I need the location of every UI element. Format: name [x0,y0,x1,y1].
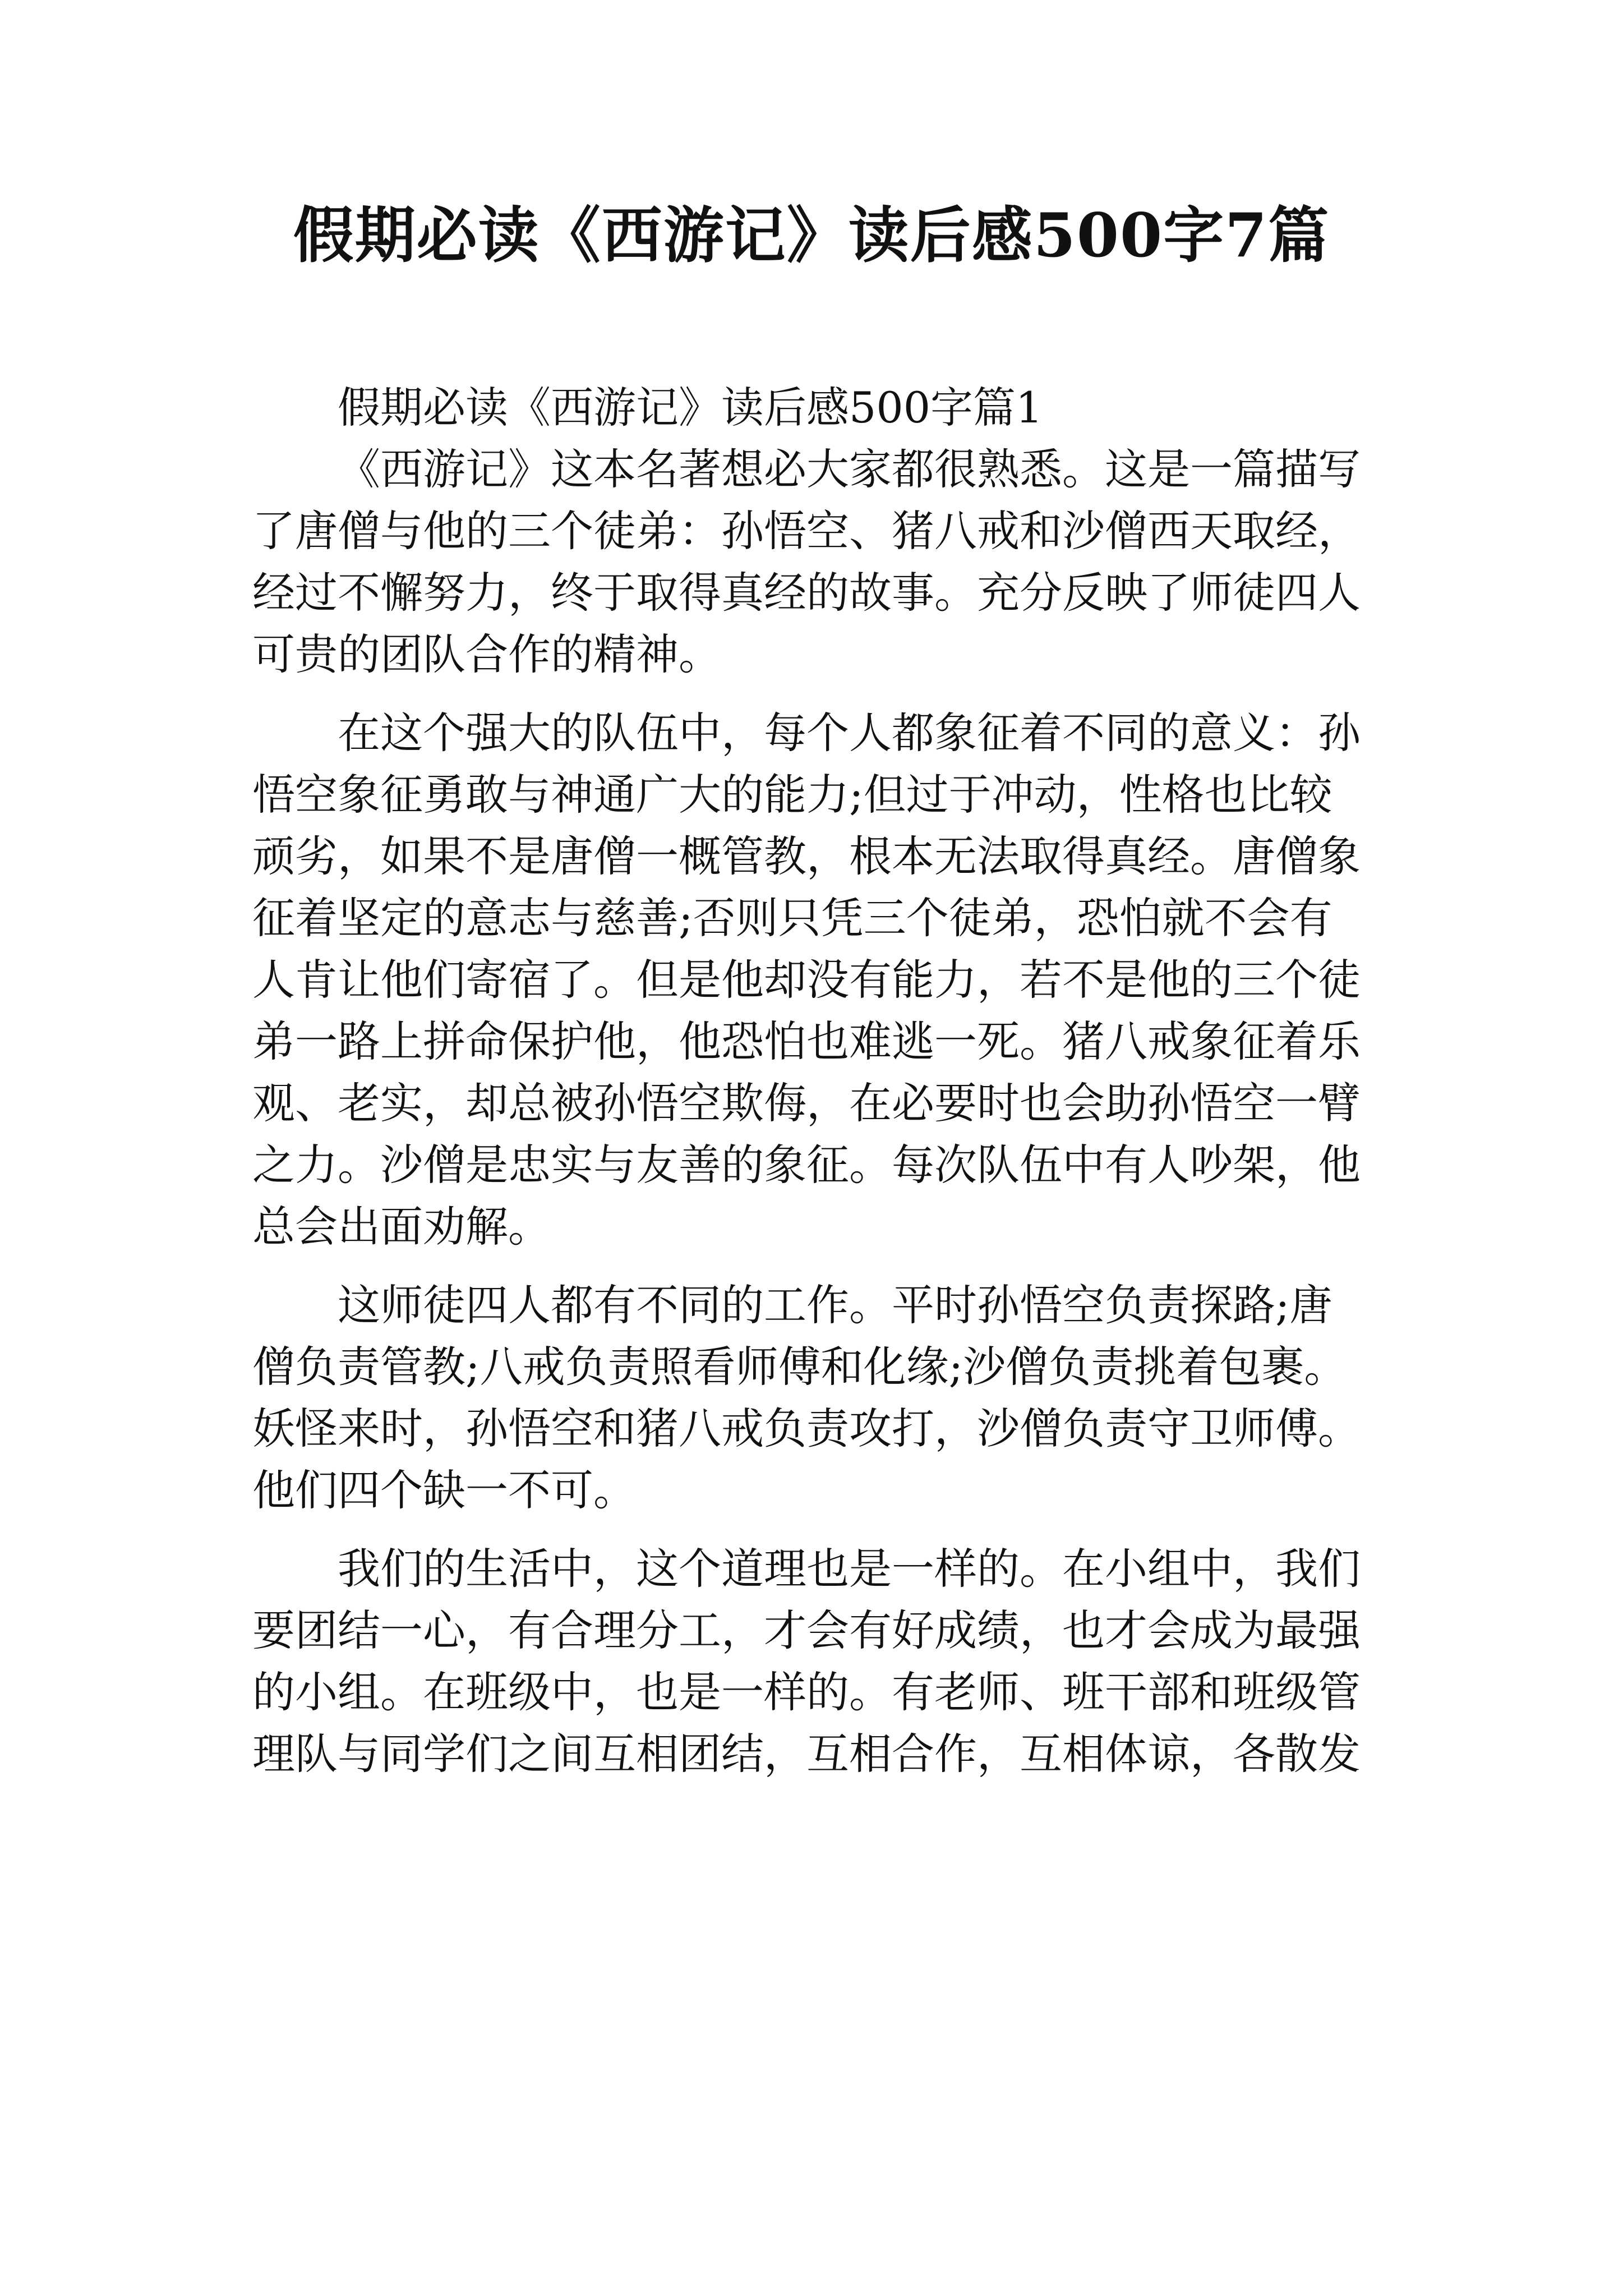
paragraph-line: 他们四个缺一不可。 [252,1465,636,1515]
paragraph-line: 妖怪来时，孙悟空和猪八戒负责攻打，沙僧负责守卫师傅。 [252,1404,1361,1453]
document-title: 假期必读《西游记》读后感500字7篇 [293,200,1330,271]
paragraph-line: 《西游记》这本名著想必大家都很熟悉。这是一篇描写 [338,444,1361,494]
paragraph [252,439,1385,685]
document-body [252,377,1385,1785]
paragraph-line: 征着坚定的意志与慈善;否则只凭三个徒弟，恐怕就不会有 [252,893,1332,943]
paragraph-line: 这师徒四人都有不同的工作。平时孙悟空负责探路;唐 [338,1280,1332,1330]
paragraph-line: 人肯让他们寄宿了。但是他却没有能力，若不是他的三个徒 [252,955,1361,1005]
paragraph-line: 可贵的团队合作的精神。 [252,629,721,679]
paragraph-line: 弟一路上拼命保护他，他恐怕也难逃一死。猪八戒象征着乐 [252,1016,1361,1066]
paragraph-line: 僧负责管教;八戒负责照看师傅和化缘;沙僧负责挑着包裹。 [252,1342,1347,1392]
paragraph-line: 的小组。在班级中，也是一样的。有老师、班干部和班级管 [252,1667,1361,1717]
paragraph-line: 我们的生活中，这个道理也是一样的。在小组中，我们 [338,1544,1361,1594]
paragraph-line: 要团结一心，有合理分工，才会有好成绩，也才会成为最强 [252,1605,1361,1655]
paragraph-line: 总会出面劝解。 [252,1202,551,1251]
paragraph [252,702,1385,1258]
paragraph-line: 理队与同学们之间互相团结，互相合作，互相体谅，各散发 [252,1729,1361,1779]
paragraph-line: 之力。沙僧是忠实与友善的象征。每次队伍中有人吵架，他 [252,1140,1361,1190]
paragraph [252,1274,1385,1521]
paragraph-line: 经过不懈努力，终于取得真经的故事。充分反映了师徒四人 [252,568,1361,618]
section-heading: 假期必读《西游记》读后感500字篇1 [338,383,1043,432]
paragraph-line: 在这个强大的队伍中，每个人都象征着不同的意义：孙 [338,708,1361,758]
paragraph-line: 悟空象征勇敢与神通广大的能力;但过于冲动，性格也比较 [252,770,1332,820]
paragraph [252,1538,1385,1785]
paragraph-line: 了唐僧与他的三个徒弟：孙悟空、猪八戒和沙僧西天取经， [252,506,1361,556]
paragraph-line: 顽劣，如果不是唐僧一概管教，根本无法取得真经。唐僧象 [252,831,1361,881]
paragraph-line: 观、老实，却总被孙悟空欺侮，在必要时也会助孙悟空一臂 [252,1078,1361,1128]
